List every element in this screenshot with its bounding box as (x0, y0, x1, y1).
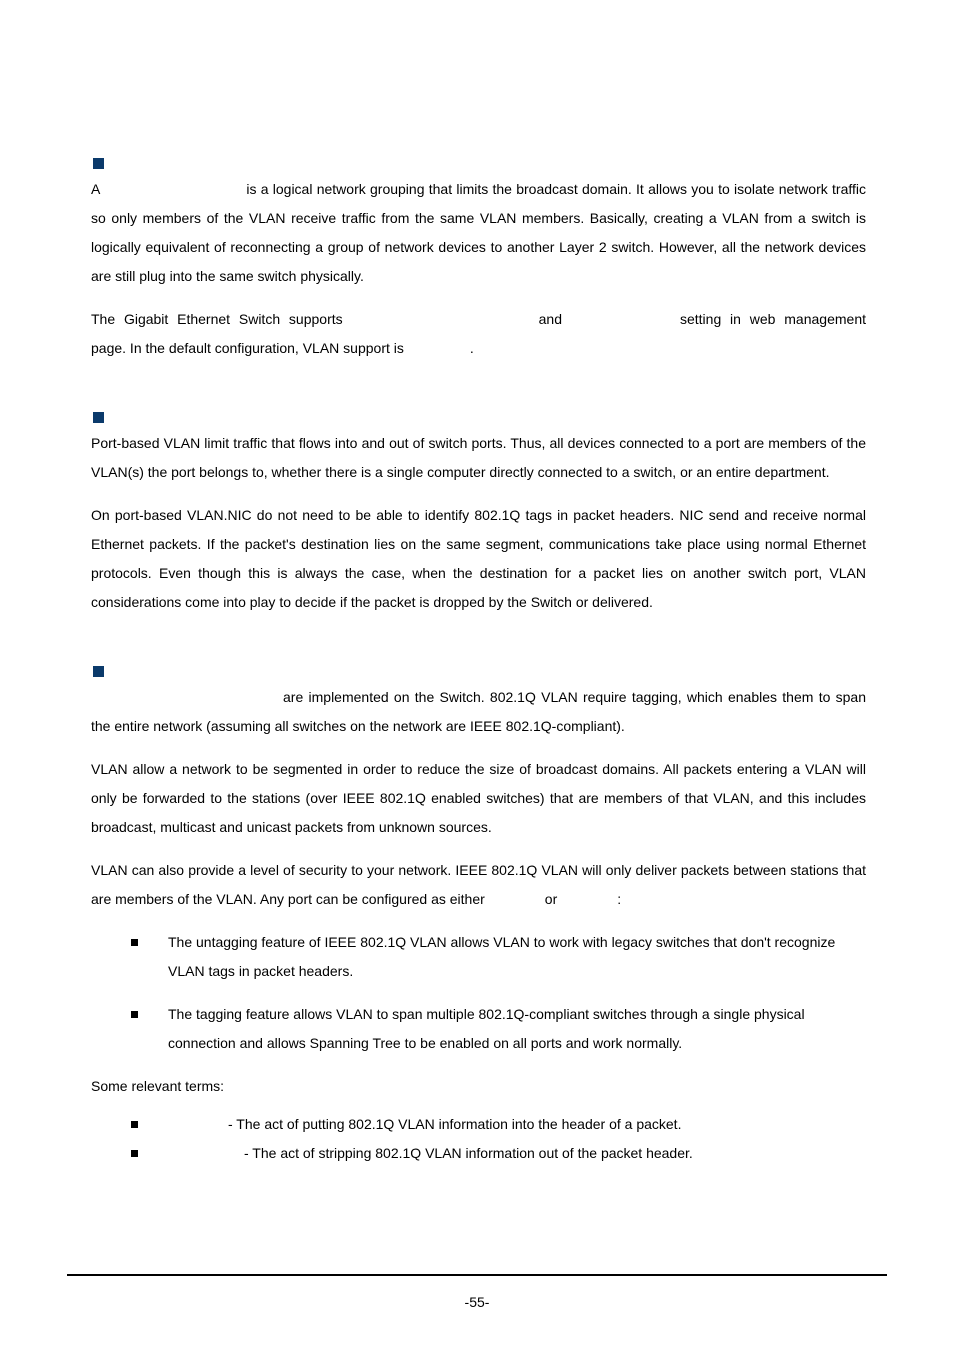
8021q-paragraph-3 (91, 856, 866, 914)
8021q-paragraph-1 (91, 683, 866, 741)
text-span: VLAN can also provide a level of security to your network. IEEE 802.1Q VLAN will only deliver packets between stations that are members of the VLAN. Any port can be configured as either (91, 862, 866, 907)
port-vlan-paragraph-2: On port-based VLAN.NIC do not need to be able to identify 802.1Q tags in packet headers. NIC send and receive normal Ethernet packets. If the packet's destination lies on the same segment, communications take place using normal Ethernet protocols. Even though this is always the case, when the destination for a packet lies on another switch port, VLAN considerations come into play to decide if the packet is dropped by the Switch or delivered. (91, 507, 866, 610)
list-item (91, 1110, 866, 1139)
section-heading-port-based-vlan (91, 407, 866, 429)
section-heading-8021q-vlan (91, 661, 866, 683)
port-vlan-paragraph-1: Port-based VLAN limit traffic that flows into and out of switch ports. Thus, all devices connected to a port are members of the VLAN(s) the port belongs to, whether there is a single computer directly connected to a switch, or an entire department. (91, 435, 866, 480)
text-span: - The act of stripping 802.1Q VLAN information out of the packet header. (244, 1145, 693, 1161)
square-bullet-icon (93, 412, 104, 423)
tagging-bullet-list (91, 928, 866, 1058)
footer-divider (67, 1274, 887, 1276)
text-span: A (91, 181, 101, 197)
page-number: -55- (464, 1294, 490, 1310)
list-item: The tagging feature allows VLAN to span multiple 802.1Q-compliant switches through a single physical connection and allows Spanning Tree to be enabled on all ports and work normally. (91, 1000, 866, 1058)
text-span: is a logical network grouping that limits the broadcast domain. It allows you to isolate network traffic so only members of the VLAN receive traffic from the same VLAN members. Basically, creating a VLAN from a switch is logically equivalent of reconnecting a group of network devices to another Layer 2 switch. However, all the network devices are still plug into the same switch physically. (91, 181, 866, 284)
text-span: setting in web management page. In the default configuration, VLAN support is (91, 311, 866, 356)
square-bullet-icon (93, 666, 104, 677)
vlan-intro-paragraph (91, 175, 866, 291)
text-span: are implemented on the Switch. 802.1Q VLAN require tagging, which enables them to span the entire network (assuming all switches on the network are IEEE 802.1Q-compliant). (91, 689, 866, 734)
page-content (91, 153, 866, 1168)
text-span: or (544, 891, 558, 907)
text-span: : (617, 891, 622, 907)
terms-list (91, 1110, 866, 1168)
vlan-support-paragraph (91, 305, 866, 363)
text-span: - The act of putting 802.1Q VLAN information into the header of a packet. (228, 1116, 682, 1132)
text-span: The Gigabit Ethernet Switch supports (91, 311, 343, 327)
section-heading-vlan (91, 153, 866, 175)
square-bullet-icon (93, 158, 104, 169)
terms-intro: Some relevant terms: (91, 1078, 225, 1094)
list-item (91, 1139, 866, 1168)
8021q-paragraph-2: VLAN allow a network to be segmented in order to reduce the size of broadcast domains. All packets entering a VLAN will only be forwarded to the stations (over IEEE 802.1Q enabled switches) that are members of that VLAN, and this includes broadcast, multicast and unicast packets from unknown sources. (91, 761, 866, 835)
text-span: and (538, 311, 562, 327)
text-span: . (469, 340, 474, 356)
list-item: The untagging feature of IEEE 802.1Q VLAN allows VLAN to work with legacy switches that don't recognize VLAN tags in packet headers. (91, 928, 866, 986)
